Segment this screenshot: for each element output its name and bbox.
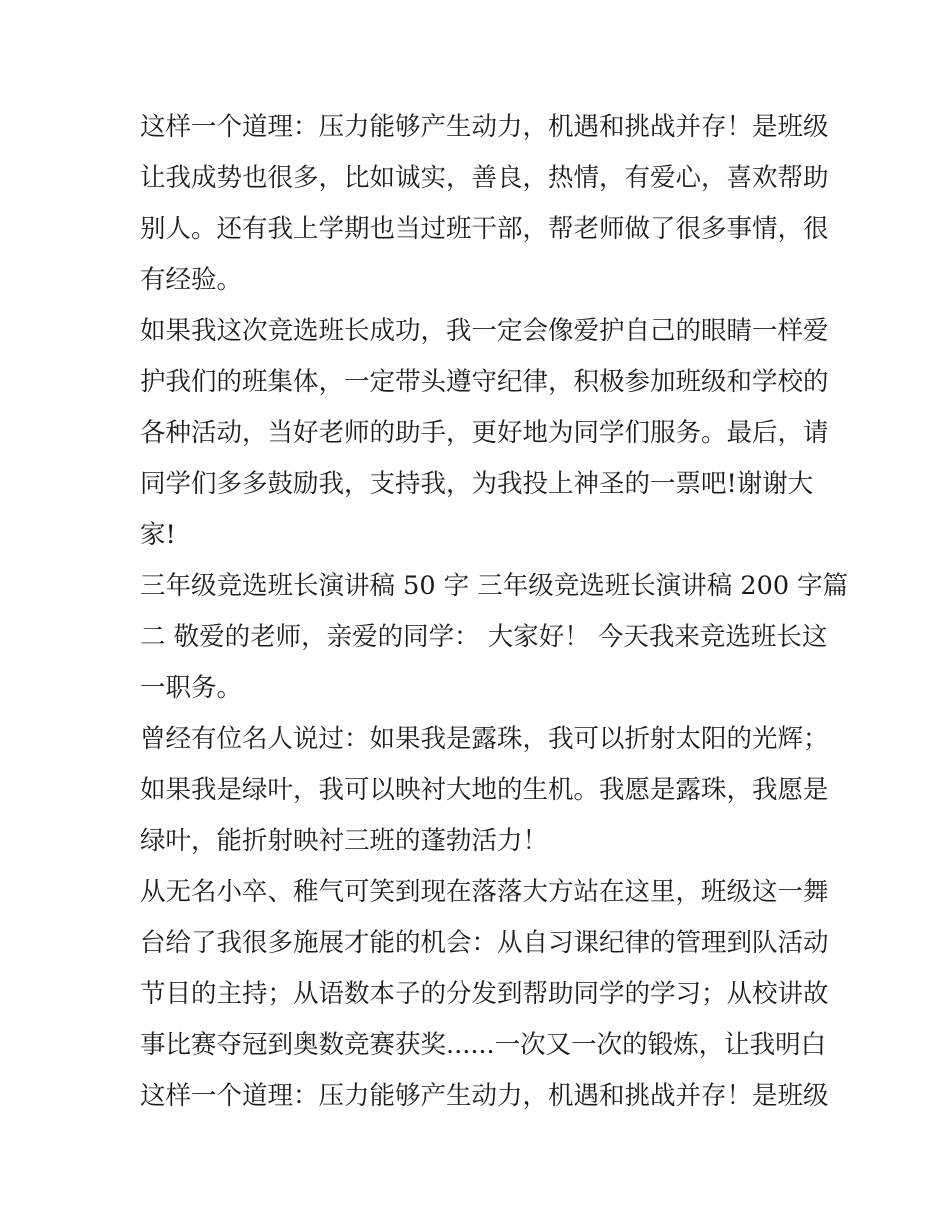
text-line: 这样一个道理：压力能够产生动力，机遇和挑战并存！是班级	[140, 112, 829, 142]
text-line: 三年级竞选班长演讲稿 50 字 三年级竞选班长演讲稿 200 字篇	[140, 571, 849, 601]
text-line: 绿叶，能折射映衬三班的蓬勃活力！	[140, 826, 549, 856]
text-line: 各种活动，当好老师的助手，更好地为同学们服务。最后，请	[140, 418, 829, 448]
text-line: 节目的主持；从语数本子的分发到帮助同学的学习；从校讲故	[140, 979, 829, 1009]
text-line: 二 敬爱的老师，亲爱的同学： 大家好！ 今天我来竞选班长这	[140, 622, 828, 652]
text-line: 别人。还有我上学期也当过班干部，帮老师做了很多事情，很	[140, 214, 829, 244]
text-line: 有经验。	[140, 265, 243, 295]
text-line: 护我们的班集体，一定带头遵守纪律，积极参加班级和学校的	[140, 367, 829, 397]
text-line: 这样一个道理：压力能够产生动力，机遇和挑战并存！是班级	[140, 1081, 829, 1111]
body-text	[140, 102, 849, 1122]
text-line: 如果我是绿叶，我可以映衬大地的生机。我愿是露珠，我愿是	[140, 775, 829, 805]
text-line: 曾经有位名人说过：如果我是露珠，我可以折射太阳的光辉；	[140, 724, 829, 754]
text-line: 如果我这次竞选班长成功，我一定会像爱护自己的眼睛一样爱	[140, 316, 829, 346]
text-line: 同学们多多鼓励我，支持我，为我投上神圣的一票吧!谢谢大	[140, 469, 814, 499]
text-line: 让我成势也很多，比如诚实，善良，热情，有爱心，喜欢帮助	[140, 163, 829, 193]
text-line: 台给了我很多施展才能的机会：从自习课纪律的管理到队活动	[140, 928, 829, 958]
text-line: 从无名小卒、稚气可笑到现在落落大方站在这里，班级这一舞	[140, 877, 829, 907]
text-line: 家!	[140, 520, 176, 550]
text-line: 事比赛夺冠到奥数竞赛获奖......一次又一次的锻炼，让我明白	[140, 1030, 827, 1060]
text-line: 一职务。	[140, 673, 243, 703]
